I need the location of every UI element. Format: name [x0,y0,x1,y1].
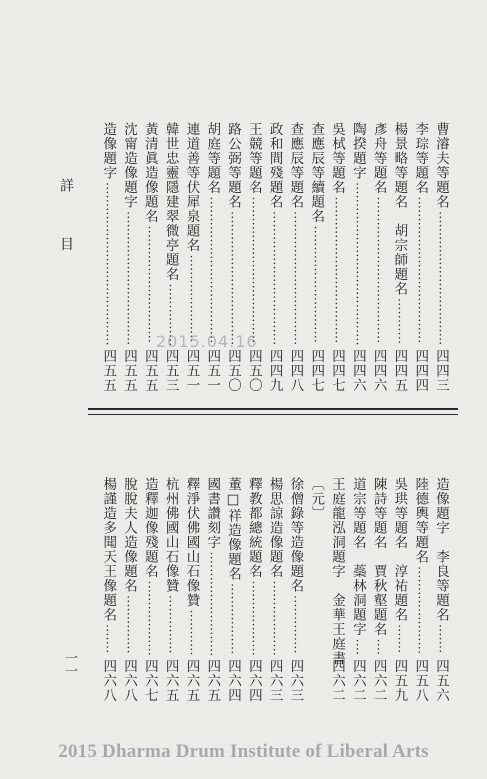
toc-entry-title: 陸德輿等題名 [412,477,429,564]
toc-entry [139,122,160,392]
leader-dots [389,122,410,392]
toc-entry-title: 徐僧錄等造像題名 [287,477,304,593]
toc-entry-page: 四五九 [391,658,408,702]
toc-entry-title: 查應辰等續題名 [308,122,325,224]
toc-entry-page: 四四七 [329,348,346,392]
toc-entry [305,122,326,392]
leader-dots [285,477,306,702]
leader-dots [243,122,264,392]
toc-entry-title: 楊思諒造像題名 [266,477,283,579]
toc-entry-page: 四六五 [162,658,179,702]
leader-dots [409,477,430,702]
toc-entry-title: 吳栻等題名 [329,122,346,195]
leader-dots [181,122,202,392]
toc-entry [97,477,118,702]
toc-entry-title: 陶揆題字 [349,122,366,180]
toc-entry-page: 四五五 [141,348,158,392]
toc-entry-page: 四六五 [204,658,221,702]
toc-entry [118,477,139,702]
toc-entry-title: 造像題字 [100,122,117,180]
leader-dots [181,477,202,702]
toc-upper-block [97,122,451,392]
toc-entry-page: 四六七 [141,658,158,702]
toc-entry [243,122,264,392]
toc-entry-title: 彥舟等題名 [370,122,387,195]
toc-entry-title: 釋淨伏佛國山石像贊 [183,477,200,608]
toc-entry [347,477,368,702]
leader-dots [409,122,430,392]
leader-dots [264,477,285,702]
toc-entry-page: 四五三 [162,348,179,392]
toc-entry-title: 造像題字 李良等題名 [433,477,449,622]
leader-dots [118,477,139,702]
leader-dots [326,122,347,392]
toc-entry [160,477,181,702]
toc-entry [160,122,181,392]
toc-entry [243,477,264,702]
toc-entry-title: 國書讚刻字 [204,477,221,550]
toc-entry-page: 四四八 [287,348,304,392]
toc-entry-page: 四六四 [225,658,242,702]
toc-entry-page: 四五〇 [245,348,262,392]
toc-entry-title: 道宗等題名 蘂林洞題字 [349,477,366,637]
toc-entry-page: 四五八 [412,658,429,702]
divider-rule-thick [88,408,458,410]
leader-dots [368,477,389,702]
leader-dots [326,477,347,702]
leader-dots [430,122,451,392]
leader-dots [389,477,410,702]
toc-entry-page: 四六二 [349,658,366,702]
toc-entry [368,477,389,702]
toc-entry-page: 四四七 [308,348,325,392]
leader-dots [97,122,118,392]
toc-entry [181,477,202,702]
toc-entry-title: 李琮等題名 [412,122,429,195]
toc-entry [326,477,347,702]
toc-entry-page: 四六八 [121,658,138,702]
toc-entry-title: 釋教都總統題名 [245,477,262,579]
toc-entry [181,122,202,392]
toc-entry [326,122,347,392]
toc-entry [389,477,410,702]
toc-entry-page: 四六三 [266,658,283,702]
toc-entry-title: 陳詩等題名 賈秋壑題名 [370,477,387,637]
toc-entry-title: 〔元〕 [308,477,325,521]
leader-dots [222,122,243,392]
toc-entry [264,477,285,702]
toc-entry [201,477,222,702]
toc-entry [139,477,160,702]
leader-dots [285,122,306,392]
toc-entry-title: 查應辰等題名 [287,122,304,209]
toc-entry-title: 董□祥造像題名 [225,477,242,581]
leader-dots [368,122,389,392]
leader-dots [97,477,118,702]
toc-entry [409,477,430,702]
leader-dots [305,122,326,392]
toc-entry-title: 王庭龍泓洞題字 金華王庭書 [329,477,346,666]
toc-entry [409,122,430,392]
leader-dots [139,477,160,702]
leader-dots [160,122,181,392]
leader-dots [118,122,139,392]
leader-dots [201,477,222,702]
toc-entry-page: 四六四 [245,658,262,702]
leader-dots [139,122,160,392]
toc-entry-title: 韓世忠靈隱建翠微亭題名 [162,122,179,282]
toc-entry-title: 脫脫夫人造像題名 [121,477,138,593]
toc-entry [264,122,285,392]
toc-entry-title: 政和間殘題名 [266,122,283,209]
toc-lower-block [97,477,451,702]
institution-watermark: 2015 Dharma Drum Institute of Liberal Arts [58,741,429,762]
toc-entry [430,477,451,702]
toc-entry-page: 四四六 [349,348,366,392]
toc-entry-title: 楊謹造多聞天王像題名 [100,477,117,622]
toc-entry-page: 四四四 [412,348,429,392]
toc-entry-page: 四五一 [183,348,200,392]
toc-entry-page: 四五〇 [225,348,242,392]
toc-entry-title: 吳珙等題名 淳祐題名 [391,477,408,622]
toc-entry-page: 四四五 [391,348,408,392]
toc-entry-title: 曹濬夫等題名 [433,122,449,209]
leader-dots [347,477,368,702]
leader-dots [264,122,285,392]
toc-entry [118,122,139,392]
date-watermark: 2015.04.16 [156,332,258,351]
leader-dots [243,477,264,702]
toc-entry-title: 楊景略等題名 胡宗師題名 [391,122,408,296]
toc-entry [97,122,118,392]
toc-entry [430,122,451,392]
toc-entry-page: 四六二 [370,658,387,702]
toc-entry [222,122,243,392]
leader-dots [430,477,451,702]
toc-entry-page: 四五六 [433,658,449,702]
page-number: 一一 [62,651,77,677]
toc-entry-page: 四六三 [287,658,304,702]
toc-entry-title: 連道善等伏犀泉題名 [183,122,200,253]
leader-dots [160,477,181,702]
toc-entry-page: 四五五 [100,348,117,392]
toc-entry [285,477,306,702]
toc-entry [201,122,222,392]
toc-entry-page: 四四九 [266,348,283,392]
toc-entry-page: 四六八 [100,658,117,702]
leader-dots [347,122,368,392]
toc-entry [347,122,368,392]
toc-entry-title: 王競等題名 [245,122,262,195]
toc-entry-title: 沈甯造像題字 [121,122,138,209]
toc-entry-page: 四四六 [370,348,387,392]
toc-entry-title: 黃清眞造像題名 [141,122,158,224]
toc-entry-page: 四六五 [183,658,200,702]
toc-entry [389,122,410,392]
toc-entry [305,477,326,702]
toc-entry [285,122,306,392]
toc-entry-page: 四五一 [204,348,221,392]
toc-entry-title: 路公弼等題名 [225,122,242,209]
toc-entry-title: 造釋迦像殘題名 [141,477,158,579]
running-head: 詳 目 [58,178,74,271]
toc-entry-page: 四六二 [329,658,346,702]
toc-entry-page: 四四三 [433,348,449,392]
toc-entry [222,477,243,702]
toc-entry-title: 杭州佛國山石像贊 [162,477,179,593]
toc-entry-title: 胡庭等題名 [204,122,221,195]
leader-dots [222,477,243,702]
toc-entry [368,122,389,392]
toc-entry-page: 四五五 [121,348,138,392]
leader-dots [201,122,222,392]
divider-rule-thin [88,414,458,415]
